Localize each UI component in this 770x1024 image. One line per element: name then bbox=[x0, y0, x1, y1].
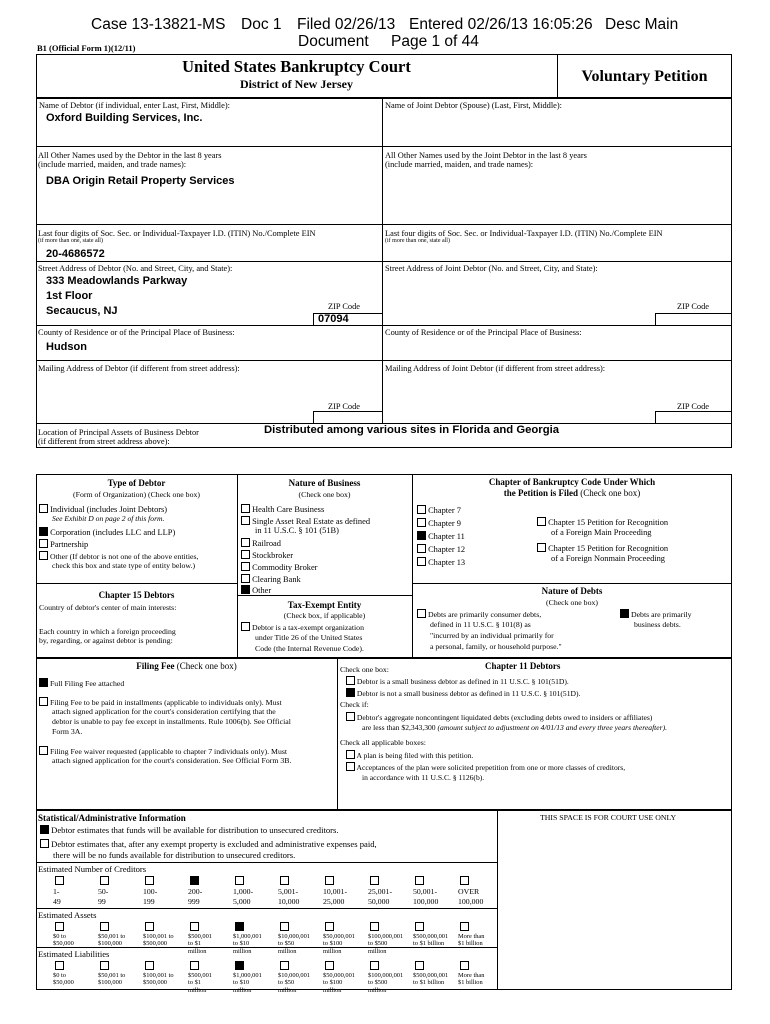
street-line-1: 333 Meadowlands Parkway bbox=[46, 275, 188, 287]
creditors-option-text: OVER bbox=[458, 887, 480, 896]
page-number: Page 1 of 44 bbox=[391, 33, 479, 50]
liabilities-option-text: More than bbox=[458, 972, 485, 979]
assets-option[interactable] bbox=[458, 922, 502, 948]
debts-business-2: business debts. bbox=[634, 620, 681, 629]
assets-option[interactable] bbox=[233, 922, 277, 955]
debts-consumer-4: a personal, family, or household purpose." bbox=[430, 642, 562, 651]
liabilities-option-text: $100,000,001 bbox=[368, 972, 404, 979]
creditors-option-text: 49 bbox=[53, 896, 61, 906]
liabilities-option[interactable] bbox=[53, 961, 97, 987]
creditors-option-text: 5,001- bbox=[278, 887, 299, 896]
checkbox[interactable] bbox=[346, 676, 355, 685]
liabilities-option[interactable] bbox=[233, 961, 277, 994]
checkbox-checked[interactable] bbox=[39, 678, 48, 687]
checkbox-checked[interactable] bbox=[241, 585, 250, 594]
creditors-option[interactable] bbox=[278, 876, 322, 906]
type-other-sub: check this box and state type of entity below.) bbox=[52, 561, 196, 570]
ch15-country: Country of debtor's center of main interests: bbox=[39, 603, 177, 612]
checkbox[interactable] bbox=[280, 922, 289, 931]
assets-option[interactable] bbox=[188, 922, 232, 955]
creditors-option-text: 50,000 bbox=[368, 896, 390, 906]
joint-mailing-zip-box bbox=[655, 411, 732, 424]
liabilities-label: Estimated Liabilities bbox=[38, 949, 110, 959]
liabilities-option-text: million bbox=[233, 986, 252, 994]
debts-consumer-3: "incurred by an individual primarily for bbox=[430, 631, 554, 640]
checkbox[interactable] bbox=[39, 551, 48, 560]
liabilities-option-text: $100,000 bbox=[98, 979, 122, 987]
ein-value: 20-4686572 bbox=[46, 248, 105, 260]
fee-full[interactable]: Full Filing Fee attached bbox=[39, 678, 124, 688]
debtor-name: Oxford Building Services, Inc. bbox=[46, 112, 203, 124]
creditors-option-text: 999 bbox=[188, 896, 200, 906]
business-railroad[interactable]: Railroad bbox=[241, 538, 281, 549]
joint-zip-box bbox=[655, 313, 732, 326]
checkbox[interactable] bbox=[190, 922, 199, 931]
chapter-15-nonmain-sub: of a Foreign Nonmain Proceeding bbox=[551, 554, 665, 563]
checkbox-checked[interactable] bbox=[39, 527, 48, 536]
assets-option-text: million bbox=[278, 947, 297, 955]
tax-exempt-title: Tax-Exempt Entity bbox=[287, 600, 362, 610]
creditors-label: Estimated Number of Creditors bbox=[38, 864, 147, 874]
checkbox[interactable] bbox=[370, 961, 379, 970]
filing-fee-title: Filing Fee (Check one box) bbox=[136, 661, 237, 671]
assets-option-text: $100,000,001 bbox=[368, 933, 404, 940]
creditors-option[interactable] bbox=[188, 876, 232, 906]
business-health-care[interactable]: Health Care Business bbox=[241, 504, 324, 515]
tax-exempt-line-3: Code (the Internal Revenue Code). bbox=[255, 644, 364, 653]
zip-label: ZIP Code bbox=[328, 302, 361, 311]
checkbox[interactable] bbox=[415, 876, 424, 885]
creditors-option-text: 25,001- bbox=[368, 887, 393, 896]
assets-option[interactable] bbox=[278, 922, 322, 955]
liabilities-option-text: $50,000,001 bbox=[323, 972, 355, 979]
liabilities-option-text: $500,000 bbox=[143, 979, 167, 987]
checkbox[interactable] bbox=[370, 876, 379, 885]
nature-of-business-title: Nature of Business bbox=[288, 478, 361, 488]
liabilities-option-text: $1,000,001 bbox=[233, 972, 262, 979]
assets-option-text: $100,000 bbox=[98, 940, 122, 948]
checkbox[interactable] bbox=[346, 750, 355, 759]
assets-option-text: to $1 bbox=[188, 940, 201, 948]
liabilities-option[interactable] bbox=[143, 961, 187, 987]
petition-type: Voluntary Petition bbox=[581, 68, 708, 85]
ein-sub: (if more than one, state all) bbox=[38, 238, 103, 244]
checkbox[interactable] bbox=[241, 504, 250, 513]
creditors-option-text: 99 bbox=[98, 896, 106, 906]
checkbox[interactable] bbox=[280, 876, 289, 885]
joint-mailing-zip-label: ZIP Code bbox=[677, 402, 710, 411]
liabilities-option-text: to $1 bbox=[188, 979, 201, 987]
checkbox[interactable] bbox=[39, 697, 48, 706]
creditors-option-text: 5,000 bbox=[233, 896, 251, 906]
fee-waiver-2: attach signed application for the court's consideration. See Official Form 3B. bbox=[52, 756, 292, 765]
liabilities-option-text: to $500 bbox=[368, 979, 388, 987]
checkbox[interactable] bbox=[241, 562, 250, 571]
ch15-debtors-title: Chapter 15 Debtors bbox=[98, 590, 175, 600]
checkbox[interactable] bbox=[417, 518, 426, 527]
court-use-only: THIS SPACE IS FOR COURT USE ONLY bbox=[540, 813, 677, 822]
creditors-option-text: 199 bbox=[143, 896, 155, 906]
desc-main: Desc Main bbox=[605, 16, 679, 33]
assets-option-text: to $1 billion bbox=[413, 940, 445, 948]
assets-option-text: $500,001 bbox=[188, 933, 212, 940]
checkbox[interactable] bbox=[39, 746, 48, 755]
liabilities-option[interactable] bbox=[98, 961, 142, 987]
chapter-11[interactable]: Chapter 11 bbox=[417, 531, 465, 542]
creditors-option-text: 100,000 bbox=[413, 896, 439, 906]
assets-option-text: $1 billion bbox=[458, 940, 483, 948]
case-number: Case 13-13821-MS bbox=[91, 16, 226, 33]
assets-option[interactable] bbox=[323, 922, 367, 955]
assets-option-text: million bbox=[368, 947, 387, 955]
liabilities-option[interactable] bbox=[278, 961, 322, 994]
ch11-check-all: Check all applicable boxes: bbox=[340, 738, 426, 747]
assets-option-text: to $500 bbox=[368, 940, 388, 948]
checkbox[interactable] bbox=[55, 922, 64, 931]
liabilities-option[interactable] bbox=[323, 961, 367, 994]
chapter-9[interactable]: Chapter 9 bbox=[417, 518, 461, 529]
assets-option-text: million bbox=[188, 947, 207, 955]
assets-option-text: to $100 bbox=[323, 940, 343, 948]
assets-option-text: $10,000,001 bbox=[278, 933, 310, 940]
liabilities-option-text: million bbox=[278, 986, 297, 994]
ch11-small[interactable]: Debtor is a small business debtor as defined in 11 U.S.C. § 101(51D). bbox=[346, 676, 569, 686]
entered-date: Entered 02/26/13 16:05:26 bbox=[409, 16, 593, 33]
mailing-label: Mailing Address of Debtor (if different from street address): bbox=[38, 364, 240, 373]
assets-option-text: $0 to bbox=[53, 933, 66, 940]
debts-consumer-2: defined in 11 U.S.C. § 101(8) as bbox=[430, 620, 531, 629]
document-label: Document bbox=[298, 33, 369, 50]
business-commodity[interactable]: Commodity Broker bbox=[241, 562, 317, 573]
tax-exempt-sub: (Check box, if applicable) bbox=[283, 611, 366, 620]
business-other[interactable]: Other bbox=[241, 585, 271, 596]
mailing-zip-label: ZIP Code bbox=[328, 402, 361, 411]
creditors-option-text: 200- bbox=[188, 887, 203, 896]
creditors-option[interactable] bbox=[458, 876, 502, 906]
assets-option[interactable] bbox=[98, 922, 142, 948]
liabilities-option-text: $500,001 bbox=[188, 972, 212, 979]
court-title: United States Bankruptcy Court bbox=[182, 57, 411, 76]
type-other[interactable]: Other (If debtor is not one of the above entities, bbox=[39, 551, 198, 561]
checkbox[interactable] bbox=[417, 609, 426, 618]
checkbox[interactable] bbox=[325, 922, 334, 931]
checkbox-checked[interactable] bbox=[417, 531, 426, 540]
zip-value: 07094 bbox=[318, 313, 349, 325]
checkbox[interactable] bbox=[100, 876, 109, 885]
liabilities-option-text: $1 billion bbox=[458, 979, 483, 987]
liabilities-option-text: to $100 bbox=[323, 979, 343, 987]
chapter-15-main-sub: of a Foreign Main Proceeding bbox=[551, 528, 652, 537]
chapter-15-nonmain[interactable]: Chapter 15 Petition for Recognition bbox=[537, 543, 668, 554]
checkbox[interactable] bbox=[325, 961, 334, 970]
street-label: Street Address of Debtor (No. and Street, City, and State): bbox=[38, 264, 233, 273]
checkbox[interactable] bbox=[415, 961, 424, 970]
fee-installments-3: debtor is unable to pay fee except in installments. Rule 1006(b). See Official bbox=[52, 717, 291, 726]
ch11-check-one: Check one box: bbox=[340, 665, 389, 674]
nature-of-business-sub: (Check one box) bbox=[298, 490, 351, 499]
liabilities-option-text: to $10 bbox=[233, 979, 250, 987]
assets-option-text: million bbox=[323, 947, 342, 955]
checkbox[interactable] bbox=[100, 961, 109, 970]
business-stockbroker[interactable]: Stockbroker bbox=[241, 550, 293, 561]
assets-option[interactable] bbox=[53, 922, 97, 948]
checkbox[interactable] bbox=[40, 839, 49, 848]
checkbox-checked[interactable] bbox=[346, 688, 355, 697]
liabilities-option[interactable] bbox=[368, 961, 412, 994]
assets-option-text: $500,000,001 bbox=[413, 933, 449, 940]
street-line-2: 1st Floor bbox=[46, 290, 93, 302]
joint-other-names-label: All Other Names used by the Joint Debtor in the last 8 years bbox=[385, 151, 587, 160]
checkbox[interactable] bbox=[417, 557, 426, 566]
liabilities-option-text: million bbox=[368, 986, 387, 994]
creditors-option-text: 100- bbox=[143, 887, 158, 896]
checkbox[interactable] bbox=[415, 922, 424, 931]
assets-label: Estimated Assets bbox=[38, 910, 97, 920]
liabilities-option-text: million bbox=[323, 986, 342, 994]
type-corporation[interactable]: Corporation (includes LLC and LLP) bbox=[39, 527, 175, 538]
checkbox[interactable] bbox=[346, 712, 355, 721]
fee-installments-4: Form 3A. bbox=[52, 727, 83, 736]
other-names-sub: (include married, maiden, and trade names): bbox=[38, 160, 187, 169]
county-value: Hudson bbox=[46, 341, 87, 353]
checkbox-checked[interactable] bbox=[40, 825, 49, 834]
checkbox[interactable] bbox=[460, 961, 469, 970]
checkbox[interactable] bbox=[241, 550, 250, 559]
checkbox[interactable] bbox=[370, 922, 379, 931]
checkbox-checked[interactable] bbox=[190, 876, 199, 885]
ch11-acceptances[interactable]: Acceptances of the plan were solicited prepetition from one or more classes of creditors, bbox=[346, 762, 625, 772]
ch11-plan[interactable]: A plan is being filed with this petition. bbox=[346, 750, 473, 760]
checkbox[interactable] bbox=[460, 922, 469, 931]
checkbox[interactable] bbox=[460, 876, 469, 885]
creditors-option[interactable] bbox=[323, 876, 367, 906]
creditors-option[interactable] bbox=[98, 876, 142, 906]
chapter-title-1: Chapter of Bankruptcy Code Under Which bbox=[488, 477, 656, 487]
assets-option-text: to $10 bbox=[233, 940, 250, 948]
business-clearing[interactable]: Clearing Bank bbox=[241, 574, 301, 585]
joint-ein-sub: (if more than one, state all) bbox=[385, 238, 450, 244]
checkbox[interactable] bbox=[235, 876, 244, 885]
assets-option[interactable] bbox=[413, 922, 457, 948]
ch11-aggregate[interactable]: Debtor's aggregate noncontingent liquidated debts (excluding debts owed to insiders or affiliates) bbox=[346, 712, 652, 722]
checkbox[interactable] bbox=[417, 505, 426, 514]
chapter-7[interactable]: Chapter 7 bbox=[417, 505, 461, 516]
creditors-option[interactable] bbox=[368, 876, 412, 906]
court-district: District of New Jersey bbox=[240, 77, 353, 91]
checkbox[interactable] bbox=[39, 539, 48, 548]
other-names-label: All Other Names used by the Debtor in the last 8 years bbox=[38, 151, 222, 160]
debts-business[interactable]: Debts are primarily bbox=[620, 609, 692, 619]
chapter-title-2: the Petition is Filed (Check one box) bbox=[503, 488, 641, 498]
filed-date: Filed 02/26/13 bbox=[297, 16, 396, 33]
debtor-name-label: Name of Debtor (if individual, enter Last, First, Middle): bbox=[39, 101, 230, 110]
creditors-option[interactable] bbox=[233, 876, 277, 906]
location-sub: (if different from street address above): bbox=[38, 437, 170, 446]
ch11-debtors-title: Chapter 11 Debtors bbox=[485, 661, 561, 671]
assets-option-text: $500,000 bbox=[143, 940, 167, 948]
tax-exempt-option[interactable]: Debtor is a tax-exempt organization bbox=[241, 622, 364, 632]
joint-other-names-sub: (include married, maiden, and trade names): bbox=[385, 160, 534, 169]
creditors-option-text: 1,000- bbox=[233, 887, 254, 896]
creditors-option-text: 25,000 bbox=[323, 896, 345, 906]
liabilities-option-text: million bbox=[188, 986, 207, 994]
location-label: Location of Principal Assets of Business Debtor bbox=[38, 428, 199, 437]
checkbox[interactable] bbox=[145, 961, 154, 970]
liabilities-option-text: $500,000,001 bbox=[413, 972, 449, 979]
liabilities-option-text: $50,001 to bbox=[98, 972, 126, 979]
liabilities-option-text: to $1 billion bbox=[413, 979, 445, 987]
doc-number: Doc 1 bbox=[241, 16, 282, 33]
business-single-asset-sub: in 11 U.S.C. § 101 (51B) bbox=[255, 526, 339, 535]
type-individual[interactable]: Individual (includes Joint Debtors) bbox=[39, 504, 167, 515]
assets-option-text: $50,001 to bbox=[98, 933, 126, 940]
other-names: DBA Origin Retail Property Services bbox=[46, 175, 235, 187]
debts-consumer[interactable]: Debts are primarily consumer debts, bbox=[417, 609, 541, 619]
checkbox[interactable] bbox=[55, 961, 64, 970]
liabilities-option[interactable] bbox=[458, 961, 502, 987]
chapter-15-main[interactable]: Chapter 15 Petition for Recognition bbox=[537, 517, 668, 528]
county-label: County of Residence or of the Principal Place of Business: bbox=[38, 328, 235, 337]
ch15-each-1: Each country in which a foreign proceeding bbox=[39, 627, 176, 636]
assets-option[interactable] bbox=[143, 922, 187, 948]
ein-label: Last four digits of Soc. Sec. or Individual-Taxpayer I.D. (ITIN) No./Complete EIN bbox=[38, 229, 316, 238]
creditors-option-text: 50,001- bbox=[413, 887, 438, 896]
checkbox[interactable] bbox=[417, 544, 426, 553]
checkbox[interactable] bbox=[241, 538, 250, 547]
liabilities-option-text: to $50 bbox=[278, 979, 295, 987]
assets-option-text: to $50 bbox=[278, 940, 295, 948]
liabilities-option-text: $50,000 bbox=[53, 979, 74, 987]
checkbox[interactable] bbox=[241, 622, 250, 631]
nature-of-debts-sub: (Check one box) bbox=[546, 598, 598, 607]
assets-option-text: million bbox=[233, 947, 252, 955]
joint-street-label: Street Address of Joint Debtor (No. and Street, City, and State): bbox=[385, 264, 598, 273]
joint-ein-label: Last four digits of Soc. Sec. or Individual-Taxpayer I.D. (ITIN) No./Complete EIN bbox=[385, 229, 663, 238]
liabilities-option-text: $0 to bbox=[53, 972, 66, 979]
checkbox[interactable] bbox=[145, 876, 154, 885]
joint-mailing-label: Mailing Address of Joint Debtor (if different from street address): bbox=[385, 364, 606, 373]
checkbox-checked[interactable] bbox=[620, 609, 629, 618]
fee-installments[interactable]: Filing Fee to be paid in installments (applicable to individuals only). Must bbox=[39, 697, 282, 707]
creditors-option-text: 10,000 bbox=[278, 896, 300, 906]
creditors-option-text: 10,001- bbox=[323, 887, 348, 896]
checkbox[interactable] bbox=[241, 574, 250, 583]
checkbox[interactable] bbox=[55, 876, 64, 885]
mailing-zip-box bbox=[313, 411, 383, 424]
checkbox[interactable] bbox=[280, 961, 289, 970]
creditors-option[interactable] bbox=[53, 876, 97, 906]
assets-option-text: More than bbox=[458, 933, 485, 940]
stat-no-funds[interactable]: Debtor estimates that, after any exempt property is excluded and administrative expenses paid, bbox=[40, 839, 377, 849]
checkbox[interactable] bbox=[39, 504, 48, 513]
ch15-each-2: by, regarding, or against debtor is pending: bbox=[39, 636, 173, 645]
checkbox-checked[interactable] bbox=[235, 961, 244, 970]
liabilities-option[interactable] bbox=[413, 961, 457, 987]
form-id: B1 (Official Form 1)(12/11) bbox=[37, 43, 136, 53]
assets-option-text: $50,000 bbox=[53, 940, 74, 948]
creditors-option[interactable] bbox=[413, 876, 457, 906]
chapter-12[interactable]: Chapter 12 bbox=[417, 544, 465, 555]
business-single-asset[interactable]: Single Asset Real Estate as defined bbox=[241, 516, 370, 527]
checkbox[interactable] bbox=[537, 517, 546, 526]
checkbox[interactable] bbox=[537, 543, 546, 552]
fee-waiver[interactable]: Filing Fee waiver requested (applicable to chapter 7 individuals only). Must bbox=[39, 746, 287, 756]
creditors-option-text: 50- bbox=[98, 887, 109, 896]
liabilities-option-text: $10,000,001 bbox=[278, 972, 310, 979]
creditors-option[interactable] bbox=[143, 876, 187, 906]
location-value: Distributed among various sites in Florida and Georgia bbox=[264, 424, 560, 436]
assets-option-text: $100,001 to bbox=[143, 933, 174, 940]
tax-exempt-line-2: under Title 26 of the United States bbox=[255, 633, 363, 642]
checkbox[interactable] bbox=[325, 876, 334, 885]
checkbox[interactable] bbox=[145, 922, 154, 931]
creditors-option-text: 100,000 bbox=[458, 896, 484, 906]
assets-option-text: $50,000,001 bbox=[323, 933, 355, 940]
creditors-option-text: 1- bbox=[53, 887, 60, 896]
stat-title: Statistical/Administrative Information bbox=[38, 813, 186, 823]
joint-name-label: Name of Joint Debtor (Spouse) (Last, First, Middle): bbox=[385, 101, 563, 110]
type-of-debtor-title: Type of Debtor bbox=[107, 478, 166, 488]
exhibit-note: See Exhibit D on page 2 of this form. bbox=[52, 514, 165, 523]
nature-of-debts-title: Nature of Debts bbox=[541, 586, 603, 596]
type-partnership[interactable]: Partnership bbox=[39, 539, 88, 550]
checkbox[interactable] bbox=[346, 762, 355, 771]
stat-no-funds-2: there will be no funds available for distribution to unsecured creditors. bbox=[53, 850, 296, 860]
checkbox[interactable] bbox=[190, 961, 199, 970]
stat-funds[interactable]: Debtor estimates that funds will be available for distribution to unsecured creditors. bbox=[40, 825, 339, 835]
liabilities-option-text: $100,001 to bbox=[143, 972, 174, 979]
chapter-13[interactable]: Chapter 13 bbox=[417, 557, 465, 568]
checkbox-checked[interactable] bbox=[235, 922, 244, 931]
ch11-acceptances-2: in accordance with 11 U.S.C. § 1126(b). bbox=[362, 773, 485, 782]
ch11-not-small[interactable]: Debtor is not a small business debtor as defined in 11 U.S.C. § 101(51D). bbox=[346, 688, 580, 698]
liabilities-option[interactable] bbox=[188, 961, 232, 994]
ch11-check-if: Check if: bbox=[340, 700, 369, 709]
street-line-3: Secaucus, NJ bbox=[46, 305, 118, 317]
assets-option[interactable] bbox=[368, 922, 412, 955]
checkbox[interactable] bbox=[241, 516, 250, 525]
type-of-debtor-sub: (Form of Organization) (Check one box) bbox=[73, 490, 200, 499]
joint-zip-label: ZIP Code bbox=[677, 302, 710, 311]
ch11-aggregate-2: are less than $2,343,300 (amount subject to adjustment on 4/01/13 and every three years thereafter). bbox=[362, 723, 668, 732]
checkbox[interactable] bbox=[100, 922, 109, 931]
assets-option-text: $1,000,001 bbox=[233, 933, 262, 940]
joint-county-label: County of Residence or of the Principal Place of Business: bbox=[385, 328, 582, 337]
fee-installments-2: attach signed application for the court's consideration certifying that the bbox=[52, 707, 276, 716]
